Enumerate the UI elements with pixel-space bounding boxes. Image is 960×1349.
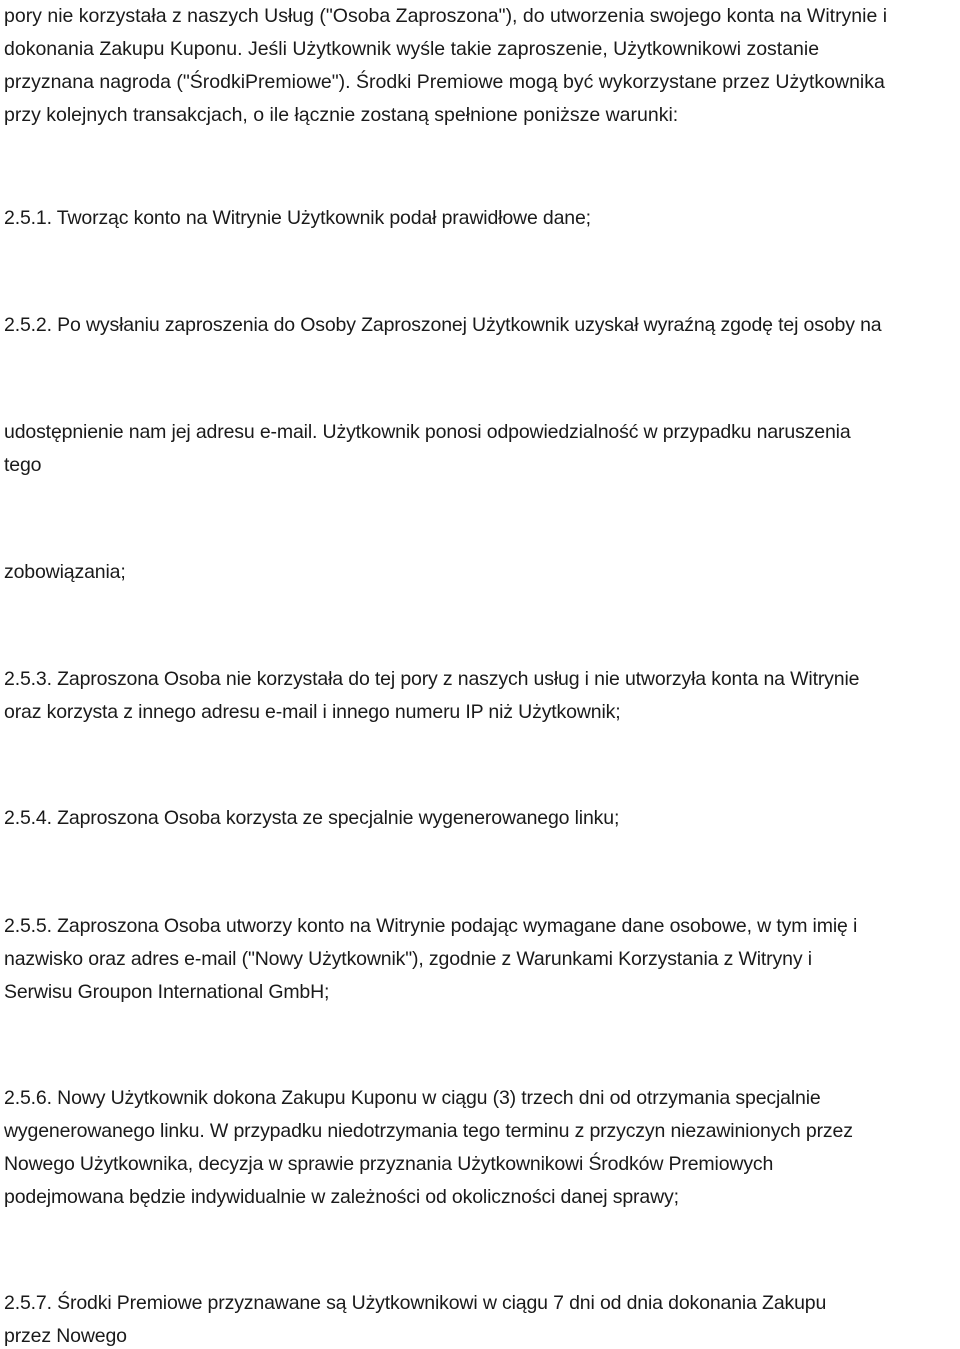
text-line: 2.5.5. Zaproszona Osoba utworzy konto na Witrynie podając wymagane dane osobowe, w tym imię i [4, 915, 858, 937]
text-line: przez Nowego [4, 1325, 127, 1347]
text-line: Serwisu Groupon International GmbH; [4, 981, 330, 1003]
text-line: 2.5.4. Zaproszona Osoba korzysta ze specjalnie wygenerowanego linku; [4, 807, 620, 829]
text-line: pory nie korzystała z naszych Usług ("Osoba Zaproszona"), do utworzenia swojego konta na Witrynie i [4, 5, 888, 27]
text-line: podejmowana będzie indywidualnie w zależności od okoliczności danej sprawy; [4, 1186, 679, 1208]
text-line: 2.5.6. Nowy Użytkownik dokona Zakupu Kuponu w ciągu (3) trzech dni od otrzymania specjalnie [4, 1087, 821, 1109]
text-line: 2.5.1. Tworząc konto na Witrynie Użytkownik podał prawidłowe dane; [4, 207, 591, 229]
text-line: tego [4, 454, 42, 476]
text-line: oraz korzysta z innego adresu e-mail i innego numeru IP niż Użytkownik; [4, 701, 621, 723]
text-line: 2.5.3. Zaproszona Osoba nie korzystała do tej pory z naszych usług i nie utworzyła konta na Witrynie [4, 668, 860, 690]
text-line: przyznana nagroda ("ŚrodkiPremiowe"). Środki Premiowe mogą być wykorzystane przez Użytkownika [4, 71, 885, 93]
text-line: zobowiązania; [4, 561, 126, 583]
text-line: wygenerowanego linku. W przypadku niedotrzymania tego terminu z przyczyn niezawinionych przez [4, 1120, 853, 1142]
text-line: nazwisko oraz adres e-mail ("Nowy Użytkownik"), zgodnie z Warunkami Korzystania z Witryny i [4, 948, 812, 970]
text-line: udostępnienie nam jej adresu e-mail. Użytkownik ponosi odpowiedzialność w przypadku naruszenia [4, 421, 851, 443]
text-line: dokonania Zakupu Kuponu. Jeśli Użytkownik wyśle takie zaproszenie, Użytkownikowi zostanie [4, 38, 820, 60]
text-line: przy kolejnych transakcjach, o ile łącznie zostaną spełnione poniższe warunki: [4, 104, 679, 126]
text-line: Nowego Użytkownika, decyzja w sprawie przyznania Użytkownikowi Środków Premiowych [4, 1153, 774, 1175]
text-line: 2.5.7. Środki Premiowe przyznawane są Użytkownikowi w ciągu 7 dni od dnia dokonania Zakupu [4, 1292, 827, 1314]
text-line: 2.5.2. Po wysłaniu zaproszenia do Osoby Zaproszonej Użytkownik uzyskał wyraźną zgodę tej osoby na [4, 314, 882, 336]
